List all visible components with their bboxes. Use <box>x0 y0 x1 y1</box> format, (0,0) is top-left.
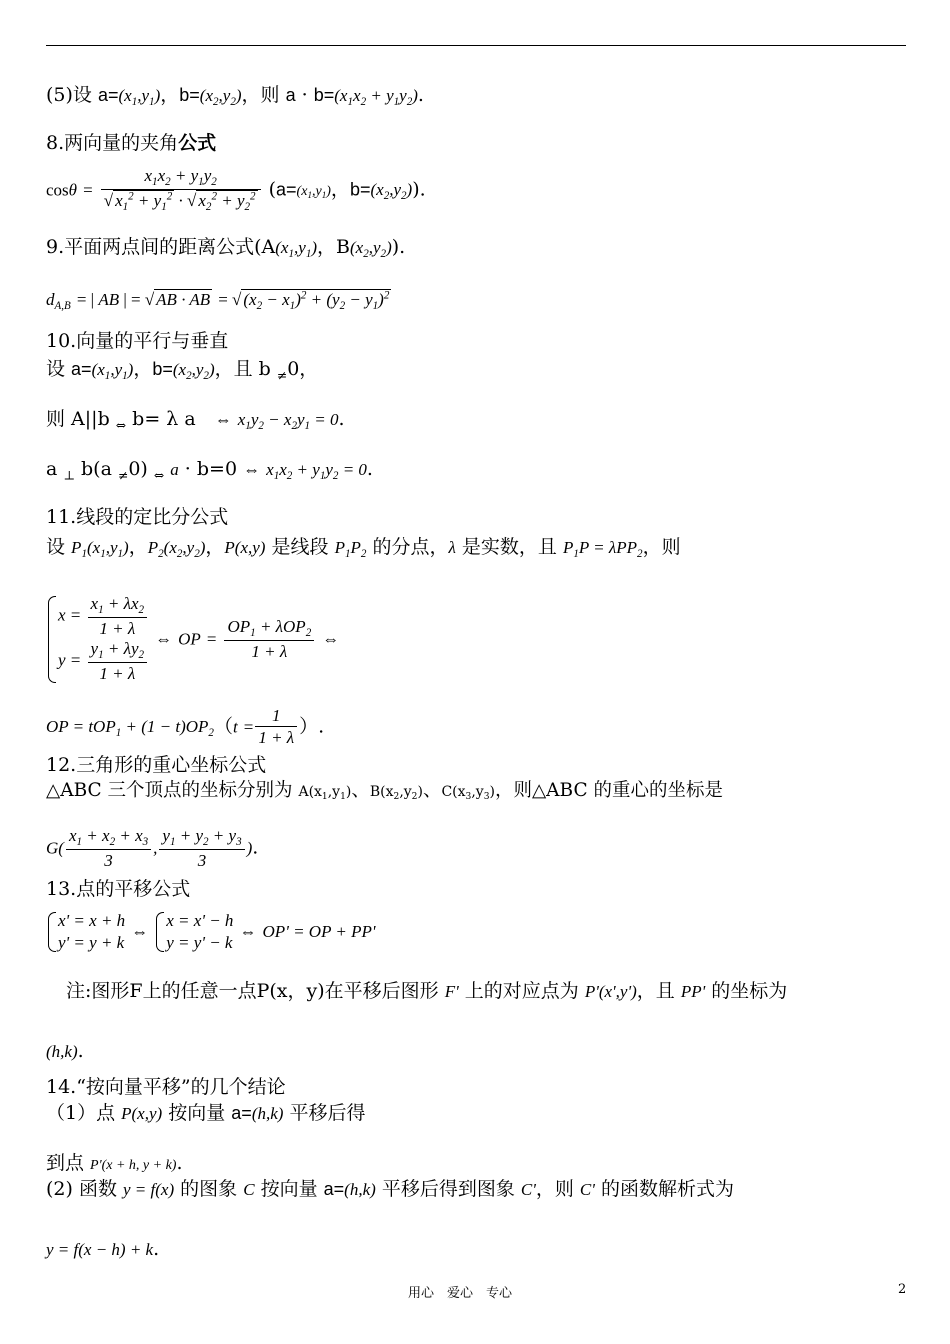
ratio-setup: 设 $P_1(x_1,y_1)$，$P_2(x_2,y_2)$，P(x,y) 是线段 $P_1P_2$ 的分点，λ 是实数，且 $P_1P = \lambda PP_2$，则 <box>46 536 681 560</box>
perpendicular-condition: a $_\perp$ b(a $_\ne$0) $_\Leftrightarrow$ a · b=0 ⇔ $x_1x_2 + y_1y_2 = 0$. <box>46 458 373 483</box>
conclusion-1-result: 到点 P'(x + h, y + k). <box>46 1152 183 1174</box>
heading-14: 14.“按向量平移”的几个结论 <box>46 1076 286 1098</box>
footer-motto: 用心 爱心 专心 <box>408 1286 513 1301</box>
heading-8: 8.两向量的夹角公式 <box>46 132 217 154</box>
translation-vector: (h,k). <box>46 1040 84 1062</box>
angle-formula: cosθ = $\frac{x_1x_2 + y_1y_2}{√ x_1^2 + y_1^2 \cdot √ x_2^2 + y_2^2}$ ($a=(x_1,y_1)$，$b=(x_2,y_2)$). <box>46 166 426 213</box>
ratio-formula-t: OP = $tOP_1 + (1 - t)OP_2(t$ = $\frac{1}{1 + \lambda}$ ）. <box>46 706 325 748</box>
centroid-setup: △ABC 三个顶点的坐标分别为 $A(x_1,y_1)$、$B(x_2,y_2)$、$C(x_3,y_3)$，则△ABC 的重心的坐标是 <box>46 780 724 803</box>
heading-13: 13.点的平移公式 <box>46 878 191 900</box>
dot-product-line: (5)设 $a=(x_1,y_1)$，$b=(x_2,y_2)$，则 $a \cdot b=(x_1x_2 + y_1y_2)$. <box>46 84 424 108</box>
conclusion-1: （1）点 P(x,y) 按向量 a=(h,k) 平移后得 <box>46 1102 366 1124</box>
ratio-formula: x = $\frac{x_1 + \lambda x_2}{1 + \lambda}$ y = $\frac{y_1 + \lambda y_2}{1 + \lambda}$ ⇔ OP = $\frac{OP_1 + \lambda OP_2}{1 + \lambda}$ ⇔ <box>46 594 339 685</box>
translation-note: 注:图形F上的任意一点P(x，y)在平移后图形 F' 上的对应点为 P'(x',y')，且 PP' 的坐标为 <box>66 980 788 1002</box>
parallel-setup: 设 $a=(x_1,y_1)$，$b=(x_2,y_2)$，且 b $_\ne$0， <box>46 358 319 383</box>
parallel-condition: 则 A||b $_\Leftrightarrow$ b= λ a ⇔ $x_1y_2 - x_2y_1 = 0$. <box>46 408 345 433</box>
heading-11: 11.线段的定比分公式 <box>46 506 229 528</box>
heading-12: 12.三角形的重心坐标公式 <box>46 754 267 776</box>
conclusion-2-result: y = f(x − h) + k. <box>46 1238 160 1260</box>
header-rule <box>46 45 906 46</box>
heading-9: 9.平面两点间的距离公式($A(x_1,y_1)$，$B(x_2,y_2)$). <box>46 236 406 260</box>
distance-formula: $d_{A,B}$ = | AB | = √ AB · AB = √ $(x_2 - x_1)^2 + (y_2 - y_1)^2$ <box>46 289 390 312</box>
conclusion-2: (2) 函数 y = f(x) 的图象 C 按向量 a=(h,k) 平移后得到图象 C'，则 C' 的函数解析式为 <box>46 1178 734 1200</box>
page-number: 2 <box>898 1282 907 1297</box>
heading-10: 10.向量的平行与垂直 <box>46 330 229 352</box>
centroid-formula: G( $\frac{x_1 + x_2 + x_3}{3}$ , $\frac{y_1 + y_2 + y_3}{3}$ ). <box>46 826 259 871</box>
translation-formula: x' = x + h y' = y + k ⇔ x = x' − h y = y' − k ⇔ OP' = OP + PP' <box>46 910 376 954</box>
